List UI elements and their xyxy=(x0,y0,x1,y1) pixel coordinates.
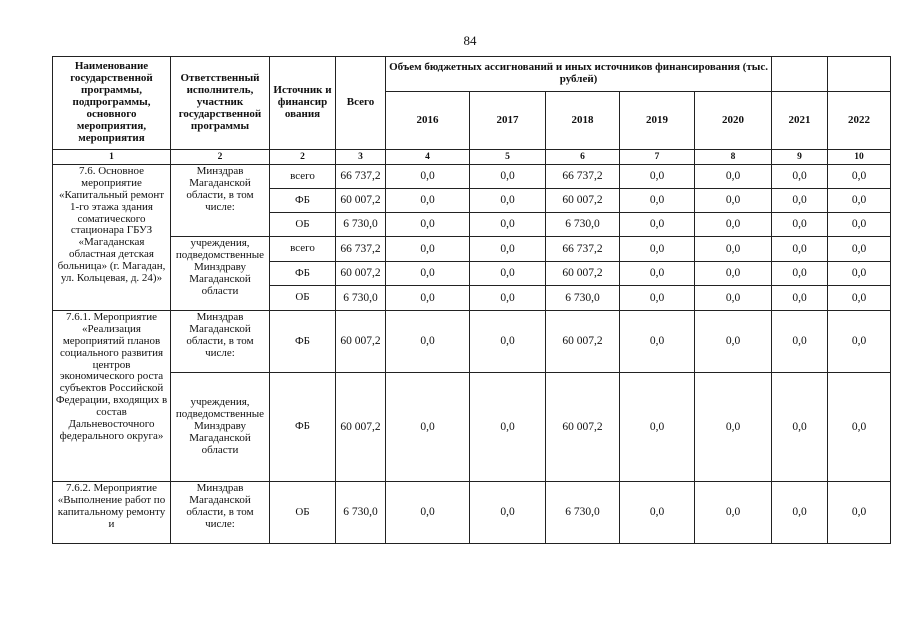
row-source: ФБ xyxy=(270,189,336,213)
row-year-value: 0,0 xyxy=(772,237,828,262)
row-year-value: 0,0 xyxy=(772,189,828,213)
row-year-value: 0,0 xyxy=(828,165,891,189)
row-total: 6 730,0 xyxy=(336,213,386,237)
row-year-value: 0,0 xyxy=(470,311,546,373)
row-year-value: 0,0 xyxy=(620,237,695,262)
header-executor: Ответственный исполнитель, участник государственной программы xyxy=(171,57,270,150)
row-year-value: 0,0 xyxy=(470,286,546,311)
row-year-value: 0,0 xyxy=(470,165,546,189)
row-total: 6 730,0 xyxy=(336,482,386,544)
budget-table xyxy=(52,56,891,544)
row-year-value: 0,0 xyxy=(695,262,772,286)
row-executor: Минздрав Магаданской области, в том числе: xyxy=(171,165,270,237)
row-total: 60 007,2 xyxy=(336,373,386,482)
row-source: ФБ xyxy=(270,311,336,373)
column-number: 10 xyxy=(828,150,891,165)
table-row xyxy=(53,237,891,262)
row-year-value: 0,0 xyxy=(772,373,828,482)
row-year-value: 0,0 xyxy=(470,482,546,544)
row-total: 60 007,2 xyxy=(336,189,386,213)
header-year-2019: 2019 xyxy=(620,92,695,150)
column-number: 5 xyxy=(470,150,546,165)
row-year-value: 0,0 xyxy=(386,262,470,286)
row-year-value: 0,0 xyxy=(828,311,891,373)
row-year-value: 0,0 xyxy=(695,189,772,213)
row-year-value: 0,0 xyxy=(470,237,546,262)
row-year-value: 0,0 xyxy=(386,286,470,311)
page-number: 84 xyxy=(463,33,477,48)
row-year-value: 0,0 xyxy=(695,213,772,237)
row-year-value: 0,0 xyxy=(620,286,695,311)
row-total: 6 730,0 xyxy=(336,286,386,311)
row-year-value: 0,0 xyxy=(386,482,470,544)
row-year-value: 60 007,2 xyxy=(546,189,620,213)
row-year-value: 0,0 xyxy=(620,189,695,213)
column-number: 4 xyxy=(386,150,470,165)
row-year-value: 0,0 xyxy=(828,213,891,237)
column-number: 8 xyxy=(695,150,772,165)
row-year-value: 66 737,2 xyxy=(546,237,620,262)
row-year-value: 0,0 xyxy=(828,482,891,544)
table-row xyxy=(53,311,891,373)
header-source: Источник и финансир ования xyxy=(270,57,336,150)
row-total: 60 007,2 xyxy=(336,311,386,373)
row-year-value: 0,0 xyxy=(386,373,470,482)
row-source: ОБ xyxy=(270,482,336,544)
row-name: 7.6. Основное мероприятие «Капитальный ремонт 1-го этажа здания соматического стационара ГБУЗ «Магаданская областная детская больница» (г. Магадан, ул. Кольцевая, д. 24)» xyxy=(53,165,171,311)
row-year-value: 0,0 xyxy=(772,286,828,311)
row-year-value: 0,0 xyxy=(620,311,695,373)
row-year-value: 0,0 xyxy=(386,189,470,213)
header-funding-group: Объем бюджетных ассигнований и иных источников финансирования (тыс. рублей) xyxy=(386,57,772,92)
row-year-value: 0,0 xyxy=(828,286,891,311)
row-year-value: 60 007,2 xyxy=(546,311,620,373)
row-year-value: 0,0 xyxy=(695,165,772,189)
row-source: всего xyxy=(270,237,336,262)
table-row xyxy=(53,373,891,482)
row-year-value: 0,0 xyxy=(695,373,772,482)
row-year-value: 66 737,2 xyxy=(546,165,620,189)
row-total: 66 737,2 xyxy=(336,165,386,189)
header-name: Наименование государственной программы, подпрограммы, основного мероприятия, мероприятия xyxy=(53,57,171,150)
row-year-value: 0,0 xyxy=(695,311,772,373)
row-year-value: 0,0 xyxy=(772,482,828,544)
row-executor: Минздрав Магаданской области, в том числе: xyxy=(171,311,270,373)
row-source: ФБ xyxy=(270,373,336,482)
column-number: 3 xyxy=(336,150,386,165)
row-year-value: 0,0 xyxy=(828,373,891,482)
row-year-value: 0,0 xyxy=(386,213,470,237)
row-total: 66 737,2 xyxy=(336,237,386,262)
row-year-value: 0,0 xyxy=(772,165,828,189)
row-executor: учреждения, подведомственные Минздраву Магаданской области xyxy=(171,373,270,482)
row-source: ОБ xyxy=(270,286,336,311)
row-source: ФБ xyxy=(270,262,336,286)
row-year-value: 60 007,2 xyxy=(546,262,620,286)
row-total: 60 007,2 xyxy=(336,262,386,286)
row-year-value: 0,0 xyxy=(470,262,546,286)
header-year-2018: 2018 xyxy=(546,92,620,150)
row-year-value: 0,0 xyxy=(386,311,470,373)
column-number: 1 xyxy=(53,150,171,165)
row-year-value: 0,0 xyxy=(470,189,546,213)
column-number: 2 xyxy=(171,150,270,165)
column-number: 2 xyxy=(270,150,336,165)
row-year-value: 6 730,0 xyxy=(546,286,620,311)
row-year-value: 0,0 xyxy=(772,262,828,286)
row-year-value: 0,0 xyxy=(695,482,772,544)
row-source: ОБ xyxy=(270,213,336,237)
header-year-2017: 2017 xyxy=(470,92,546,150)
column-number: 7 xyxy=(620,150,695,165)
row-year-value: 0,0 xyxy=(620,213,695,237)
header-blank-10 xyxy=(828,57,891,92)
row-year-value: 0,0 xyxy=(386,165,470,189)
row-executor: Минздрав Магаданской области, в том числе: xyxy=(171,482,270,544)
row-year-value: 0,0 xyxy=(620,373,695,482)
header-year-2020: 2020 xyxy=(695,92,772,150)
row-year-value: 6 730,0 xyxy=(546,482,620,544)
row-year-value: 6 730,0 xyxy=(546,213,620,237)
row-year-value: 0,0 xyxy=(620,165,695,189)
row-year-value: 0,0 xyxy=(620,262,695,286)
table-row xyxy=(53,482,891,544)
header-year-2016: 2016 xyxy=(386,92,470,150)
header-blank-9 xyxy=(772,57,828,92)
row-name: 7.6.1. Мероприятие «Реализация мероприятий планов социального развития центров экономического роста субъектов Российской Федерации, входящих в состав Дальневосточного федерального округа» xyxy=(53,311,171,482)
row-year-value: 0,0 xyxy=(620,482,695,544)
column-number: 6 xyxy=(546,150,620,165)
row-year-value: 0,0 xyxy=(695,286,772,311)
row-source: всего xyxy=(270,165,336,189)
row-year-value: 60 007,2 xyxy=(546,373,620,482)
row-name: 7.6.2. Мероприятие «Выполнение работ по капитальному ремонту и xyxy=(53,482,171,544)
row-year-value: 0,0 xyxy=(772,311,828,373)
row-year-value: 0,0 xyxy=(772,213,828,237)
row-year-value: 0,0 xyxy=(828,237,891,262)
column-number-row xyxy=(53,150,891,165)
header-total: Всего xyxy=(336,57,386,150)
row-year-value: 0,0 xyxy=(470,213,546,237)
row-year-value: 0,0 xyxy=(470,373,546,482)
row-year-value: 0,0 xyxy=(386,237,470,262)
header-year-2021: 2021 xyxy=(772,92,828,150)
column-number: 9 xyxy=(772,150,828,165)
row-year-value: 0,0 xyxy=(828,189,891,213)
row-year-value: 0,0 xyxy=(695,237,772,262)
table-row xyxy=(53,165,891,189)
header-year-2022: 2022 xyxy=(828,92,891,150)
row-year-value: 0,0 xyxy=(828,262,891,286)
row-executor: учреждения, подведомственные Минздраву Магаданской области xyxy=(171,237,270,311)
